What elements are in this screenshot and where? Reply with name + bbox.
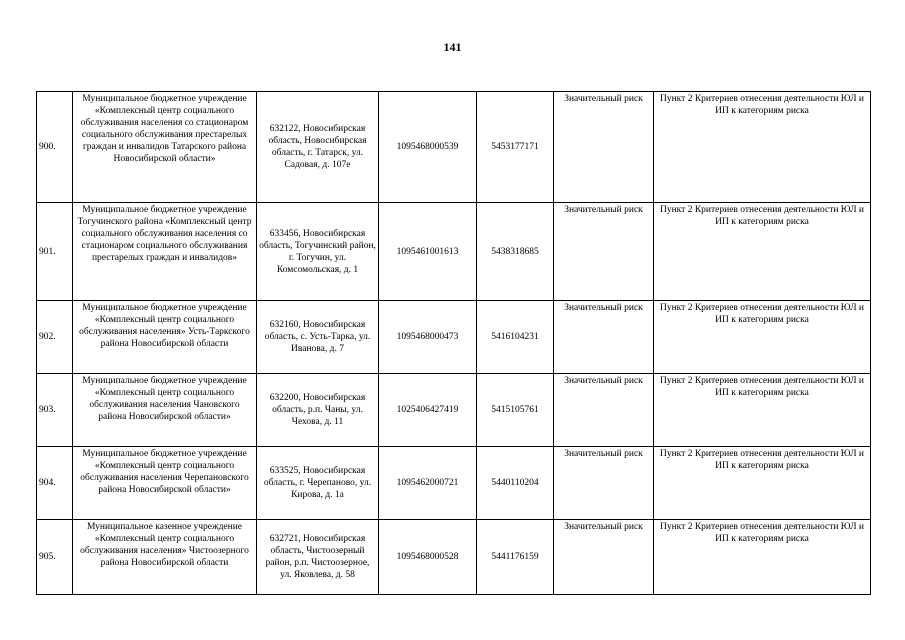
risk-category-cell: Значительный риск <box>554 203 654 301</box>
page-number: 141 <box>443 40 462 54</box>
risk-category-cell: Значительный риск <box>554 301 654 374</box>
organization-name-cell: Муниципальное бюджетное учреждение «Комплексный центр социального обслуживания населения Черепановского района Новосибирской области» <box>73 447 257 520</box>
organization-name-cell: Муниципальное бюджетное учреждение «Комплексный центр социального обслуживания населения Чановского района Новосибирской области» <box>73 374 257 447</box>
criteria-cell: Пункт 2 Критериев отнесения деятельности ЮЛ и ИП к категориям риска <box>654 92 871 203</box>
criteria-cell: Пункт 2 Критериев отнесения деятельности ЮЛ и ИП к категориям риска <box>654 203 871 301</box>
organization-name-cell: Муниципальное бюджетное учреждение «Комплексный центр социального обслуживания населения со стационаром социального обслуживания престарелых граждан и инвалидов Татарского района Новосибирской области» <box>73 92 257 203</box>
table-row <box>37 374 871 447</box>
address-cell: 632160, Новосибирская область, с. Усть-Тарка, ул. Иванова, д. 7 <box>257 301 379 374</box>
ogrn-cell: 1095468000528 <box>379 520 477 595</box>
inn-cell: 5416104231 <box>477 301 554 374</box>
table-row <box>37 447 871 520</box>
ogrn-cell: 1095461001613 <box>379 203 477 301</box>
address-cell: 632721, Новосибирская область, Чистоозерный район, р.п. Чистоозерное, ул. Яковлева, д. 58 <box>257 520 379 595</box>
ogrn-cell: 1025406427419 <box>379 374 477 447</box>
table-row <box>37 92 871 203</box>
address-cell: 633525, Новосибирская область, г. Черепаново, ул. Кирова, д. 1а <box>257 447 379 520</box>
row-number-cell: 904. <box>37 447 73 520</box>
risk-category-cell: Значительный риск <box>554 520 654 595</box>
risk-category-cell: Значительный риск <box>554 447 654 520</box>
table-row <box>37 520 871 595</box>
ogrn-cell: 1095468000539 <box>379 92 477 203</box>
organization-name-cell: Муниципальное бюджетное учреждение Тогучинского района «Комплексный центр социального обслуживания населения со стационаром социального обслуживания престарелых граждан и инвалидов» <box>73 203 257 301</box>
inn-cell: 5453177171 <box>477 92 554 203</box>
criteria-cell: Пункт 2 Критериев отнесения деятельности ЮЛ и ИП к категориям риска <box>654 374 871 447</box>
inn-cell: 5440110204 <box>477 447 554 520</box>
risk-category-cell: Значительный риск <box>554 374 654 447</box>
risk-category-cell: Значительный риск <box>554 92 654 203</box>
table-row <box>37 203 871 301</box>
row-number-cell: 902. <box>37 301 73 374</box>
table-row <box>37 301 871 374</box>
row-number-cell: 905. <box>37 520 73 595</box>
row-number-cell: 901. <box>37 203 73 301</box>
inn-cell: 5415105761 <box>477 374 554 447</box>
criteria-cell: Пункт 2 Критериев отнесения деятельности ЮЛ и ИП к категориям риска <box>654 447 871 520</box>
address-cell: 633456, Новосибирская область, Тогучинский район, г. Тогучин, ул. Комсомольская, д. 1 <box>257 203 379 301</box>
ogrn-cell: 1095462000721 <box>379 447 477 520</box>
inn-cell: 5441176159 <box>477 520 554 595</box>
row-number-cell: 900. <box>37 92 73 203</box>
criteria-cell: Пункт 2 Критериев отнесения деятельности ЮЛ и ИП к категориям риска <box>654 301 871 374</box>
address-cell: 632200, Новосибирская область, р.п. Чаны, ул. Чехова, д. 11 <box>257 374 379 447</box>
row-number-cell: 903. <box>37 374 73 447</box>
organization-name-cell: Муниципальное бюджетное учреждение «Комплексный центр социального обслуживания населения» Усть-Таркского района Новосибирской области <box>73 301 257 374</box>
criteria-cell: Пункт 2 Критериев отнесения деятельности ЮЛ и ИП к категориям риска <box>654 520 871 595</box>
registry-table <box>36 91 871 595</box>
address-cell: 632122, Новосибирская область, Новосибирская область, г. Татарск, ул. Садовая, д. 107е <box>257 92 379 203</box>
ogrn-cell: 1095468000473 <box>379 301 477 374</box>
inn-cell: 5438318685 <box>477 203 554 301</box>
organization-name-cell: Муниципальное казенное учреждение «Комплексный центр социального обслуживания населения» Чистоозерного района Новосибирской области <box>73 520 257 595</box>
